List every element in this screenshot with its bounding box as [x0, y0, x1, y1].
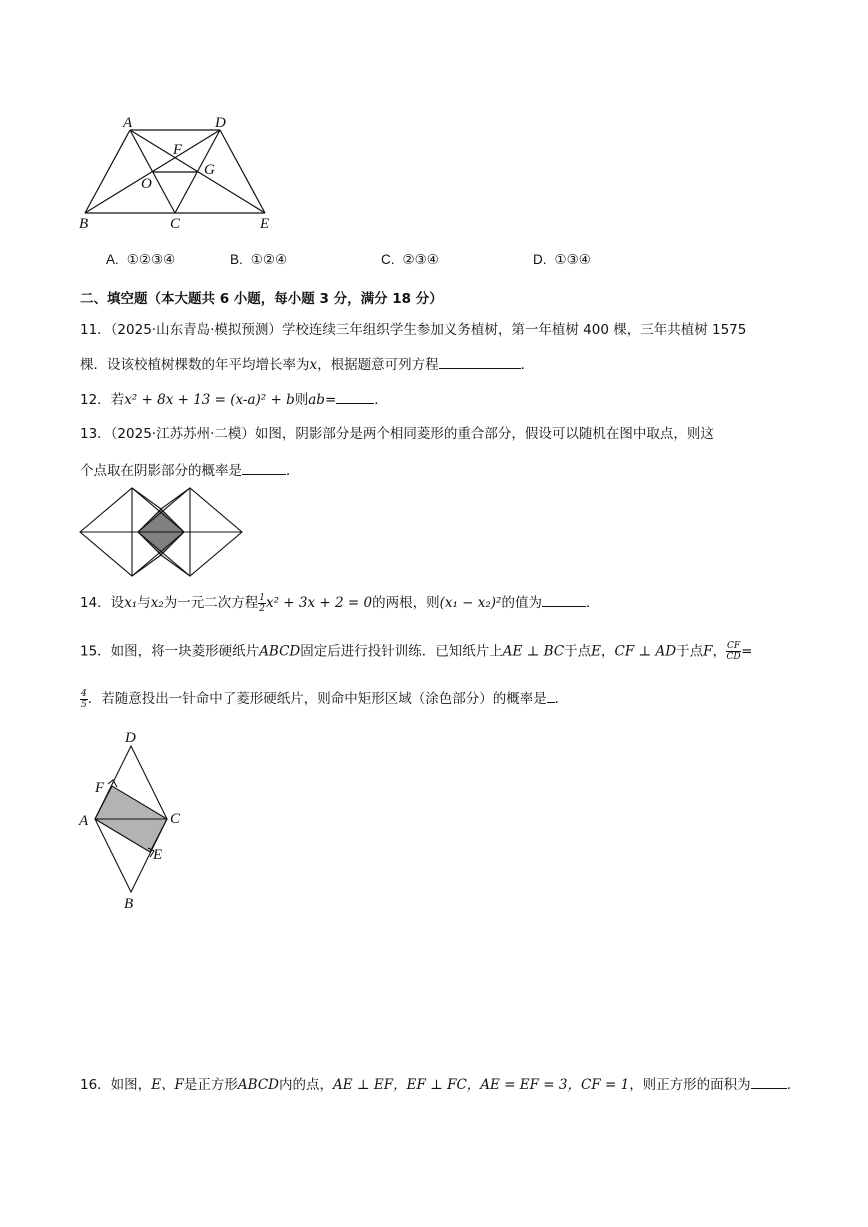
q15-eq: = [741, 643, 753, 660]
q14-text: 为一元二次方程 [163, 595, 259, 611]
label-C: C [170, 811, 181, 827]
q12-text: 则 [294, 392, 309, 408]
q15-text: 于点 [564, 643, 592, 660]
q12-eq: = [324, 392, 337, 408]
q11-text: ，根据题意可列方程 [317, 357, 439, 373]
q14-expr: (x₁ − x₂)² [439, 595, 502, 611]
q16-points: E、F [151, 1077, 184, 1093]
q13-text: 个点取在阴影部分的概率是 [80, 463, 242, 479]
q15-text: ．若随意投出一针命中了菱形硬纸片，则命中矩形区域（涂色部分）的概率是 [87, 691, 547, 707]
q15-text: 15．如图，将一块菱形硬纸片 [80, 643, 260, 660]
q14-text: 14．设 [80, 595, 125, 611]
fraction-denominator: 2 [259, 603, 265, 614]
fraction-denominator: CD [726, 652, 741, 662]
q11-line2 [80, 354, 534, 375]
option-text: ①②③④ [126, 252, 176, 268]
q15-ratio [80, 689, 88, 710]
option-text: ②③④ [402, 252, 439, 268]
label-O: O [141, 176, 152, 192]
q14-end: ． [585, 595, 600, 611]
option-letter: D. [533, 252, 547, 267]
option-letter: C. [381, 252, 395, 267]
q16-text: 16．如图， [80, 1077, 152, 1093]
label-F: F [173, 142, 183, 158]
fraction-denominator: 5 [81, 699, 87, 710]
q15-cond2: CF ⊥ AD [614, 643, 677, 660]
q14-fraction [258, 593, 266, 614]
option-text: ①③④ [554, 252, 591, 268]
q16-line [80, 1074, 800, 1095]
option-d[interactable] [533, 252, 591, 268]
fraction-numerator: 1 [259, 592, 265, 603]
q16-conditions: AE ⊥ EF，EF ⊥ FC，AE = EF = 3，CF = 1 [333, 1077, 630, 1093]
q14-text: 的值为 [501, 595, 542, 611]
q15-answer-blank[interactable] [547, 688, 555, 703]
q14-x1: x₁ [124, 595, 138, 611]
option-a[interactable] [106, 252, 175, 268]
q16-text: ，则正方形的面积为 [629, 1077, 751, 1093]
label-A: A [79, 813, 89, 829]
q10-geometry-figure [75, 110, 285, 235]
fraction-numerator: CF [726, 641, 741, 651]
q15-rhombus-figure [76, 726, 196, 916]
label-F: F [95, 780, 105, 796]
q12-answer-blank[interactable] [336, 389, 374, 404]
q12-expr: x² + 8x + 13 = (x-a)² + b [124, 392, 295, 408]
q12-line [80, 389, 388, 410]
q12-var: ab [308, 392, 325, 408]
q16-text: 是正方形 [183, 1077, 238, 1093]
label-D: D [125, 730, 136, 746]
q12-text: 12．若 [80, 392, 125, 408]
fraction-numerator: 4 [81, 688, 87, 699]
option-text: ①②④ [250, 252, 288, 268]
label-C: C [170, 216, 181, 232]
q11-text: 棵．设该校植树棵数的年平均增长率为 [80, 357, 310, 373]
section-title: 二、填空题（本大题共 6 小题，每小题 3 分，满分 18 分） [80, 291, 443, 307]
q16-abcd: ABCD [237, 1077, 279, 1093]
q15-cond1: AE ⊥ BC [502, 643, 565, 660]
q14-x2: x₂ [150, 595, 164, 611]
q15-point-e: E [591, 643, 602, 660]
q15-end: ． [554, 691, 569, 707]
option-b[interactable] [230, 252, 287, 268]
q15-text: ， [601, 643, 615, 660]
q15-fraction [726, 641, 741, 662]
label-B: B [124, 896, 134, 912]
q15-text: ， [712, 643, 726, 660]
q11-end: ． [520, 357, 535, 373]
option-letter: B. [230, 252, 243, 267]
q14-answer-blank[interactable] [542, 592, 586, 607]
option-letter: A. [106, 252, 119, 267]
q15-line2 [80, 688, 568, 710]
q11-line1: 11．（2025·山东青岛·模拟预测）学校连续三年组织学生参加义务植树，第一年植树 400 棵，三年共植树 1575 [80, 322, 747, 338]
q11-answer-blank[interactable] [439, 354, 521, 369]
q13-line1: 13．（2025·江苏苏州·二模）如图，阴影部分是两个相同菱形的重合部分，假设可以随机在图中取点，则这 [80, 426, 714, 442]
option-c[interactable] [381, 252, 439, 268]
label-G: G [204, 162, 215, 178]
q14-equation: x² + 3x + 2 = 0 [265, 595, 373, 611]
q14-text: 的两根，则 [372, 595, 440, 611]
label-B: B [79, 216, 89, 232]
q14-text: 与 [137, 595, 151, 611]
q16-text: 内的点， [279, 1077, 333, 1093]
q15-abcd: ABCD [259, 643, 301, 660]
q15-text: 固定后进行投针训练．已知纸片上 [300, 643, 503, 660]
q13-rhombus-figure [76, 486, 248, 578]
label-E: E [153, 847, 163, 863]
q15-line1 [80, 641, 752, 662]
q11-var: x [309, 357, 318, 373]
q13-line2 [80, 460, 300, 481]
q13-answer-blank[interactable] [242, 460, 286, 475]
q16-end: ． [786, 1077, 801, 1093]
q16-answer-blank[interactable] [751, 1074, 787, 1089]
label-A: A [123, 115, 133, 131]
q13-end: ． [286, 463, 300, 479]
q15-point-f: F [703, 643, 713, 660]
q12-end: ． [374, 392, 388, 408]
label-D: D [215, 115, 226, 131]
label-E: E [260, 216, 270, 232]
q14-line [80, 592, 599, 614]
q15-text: 于点 [676, 643, 704, 660]
